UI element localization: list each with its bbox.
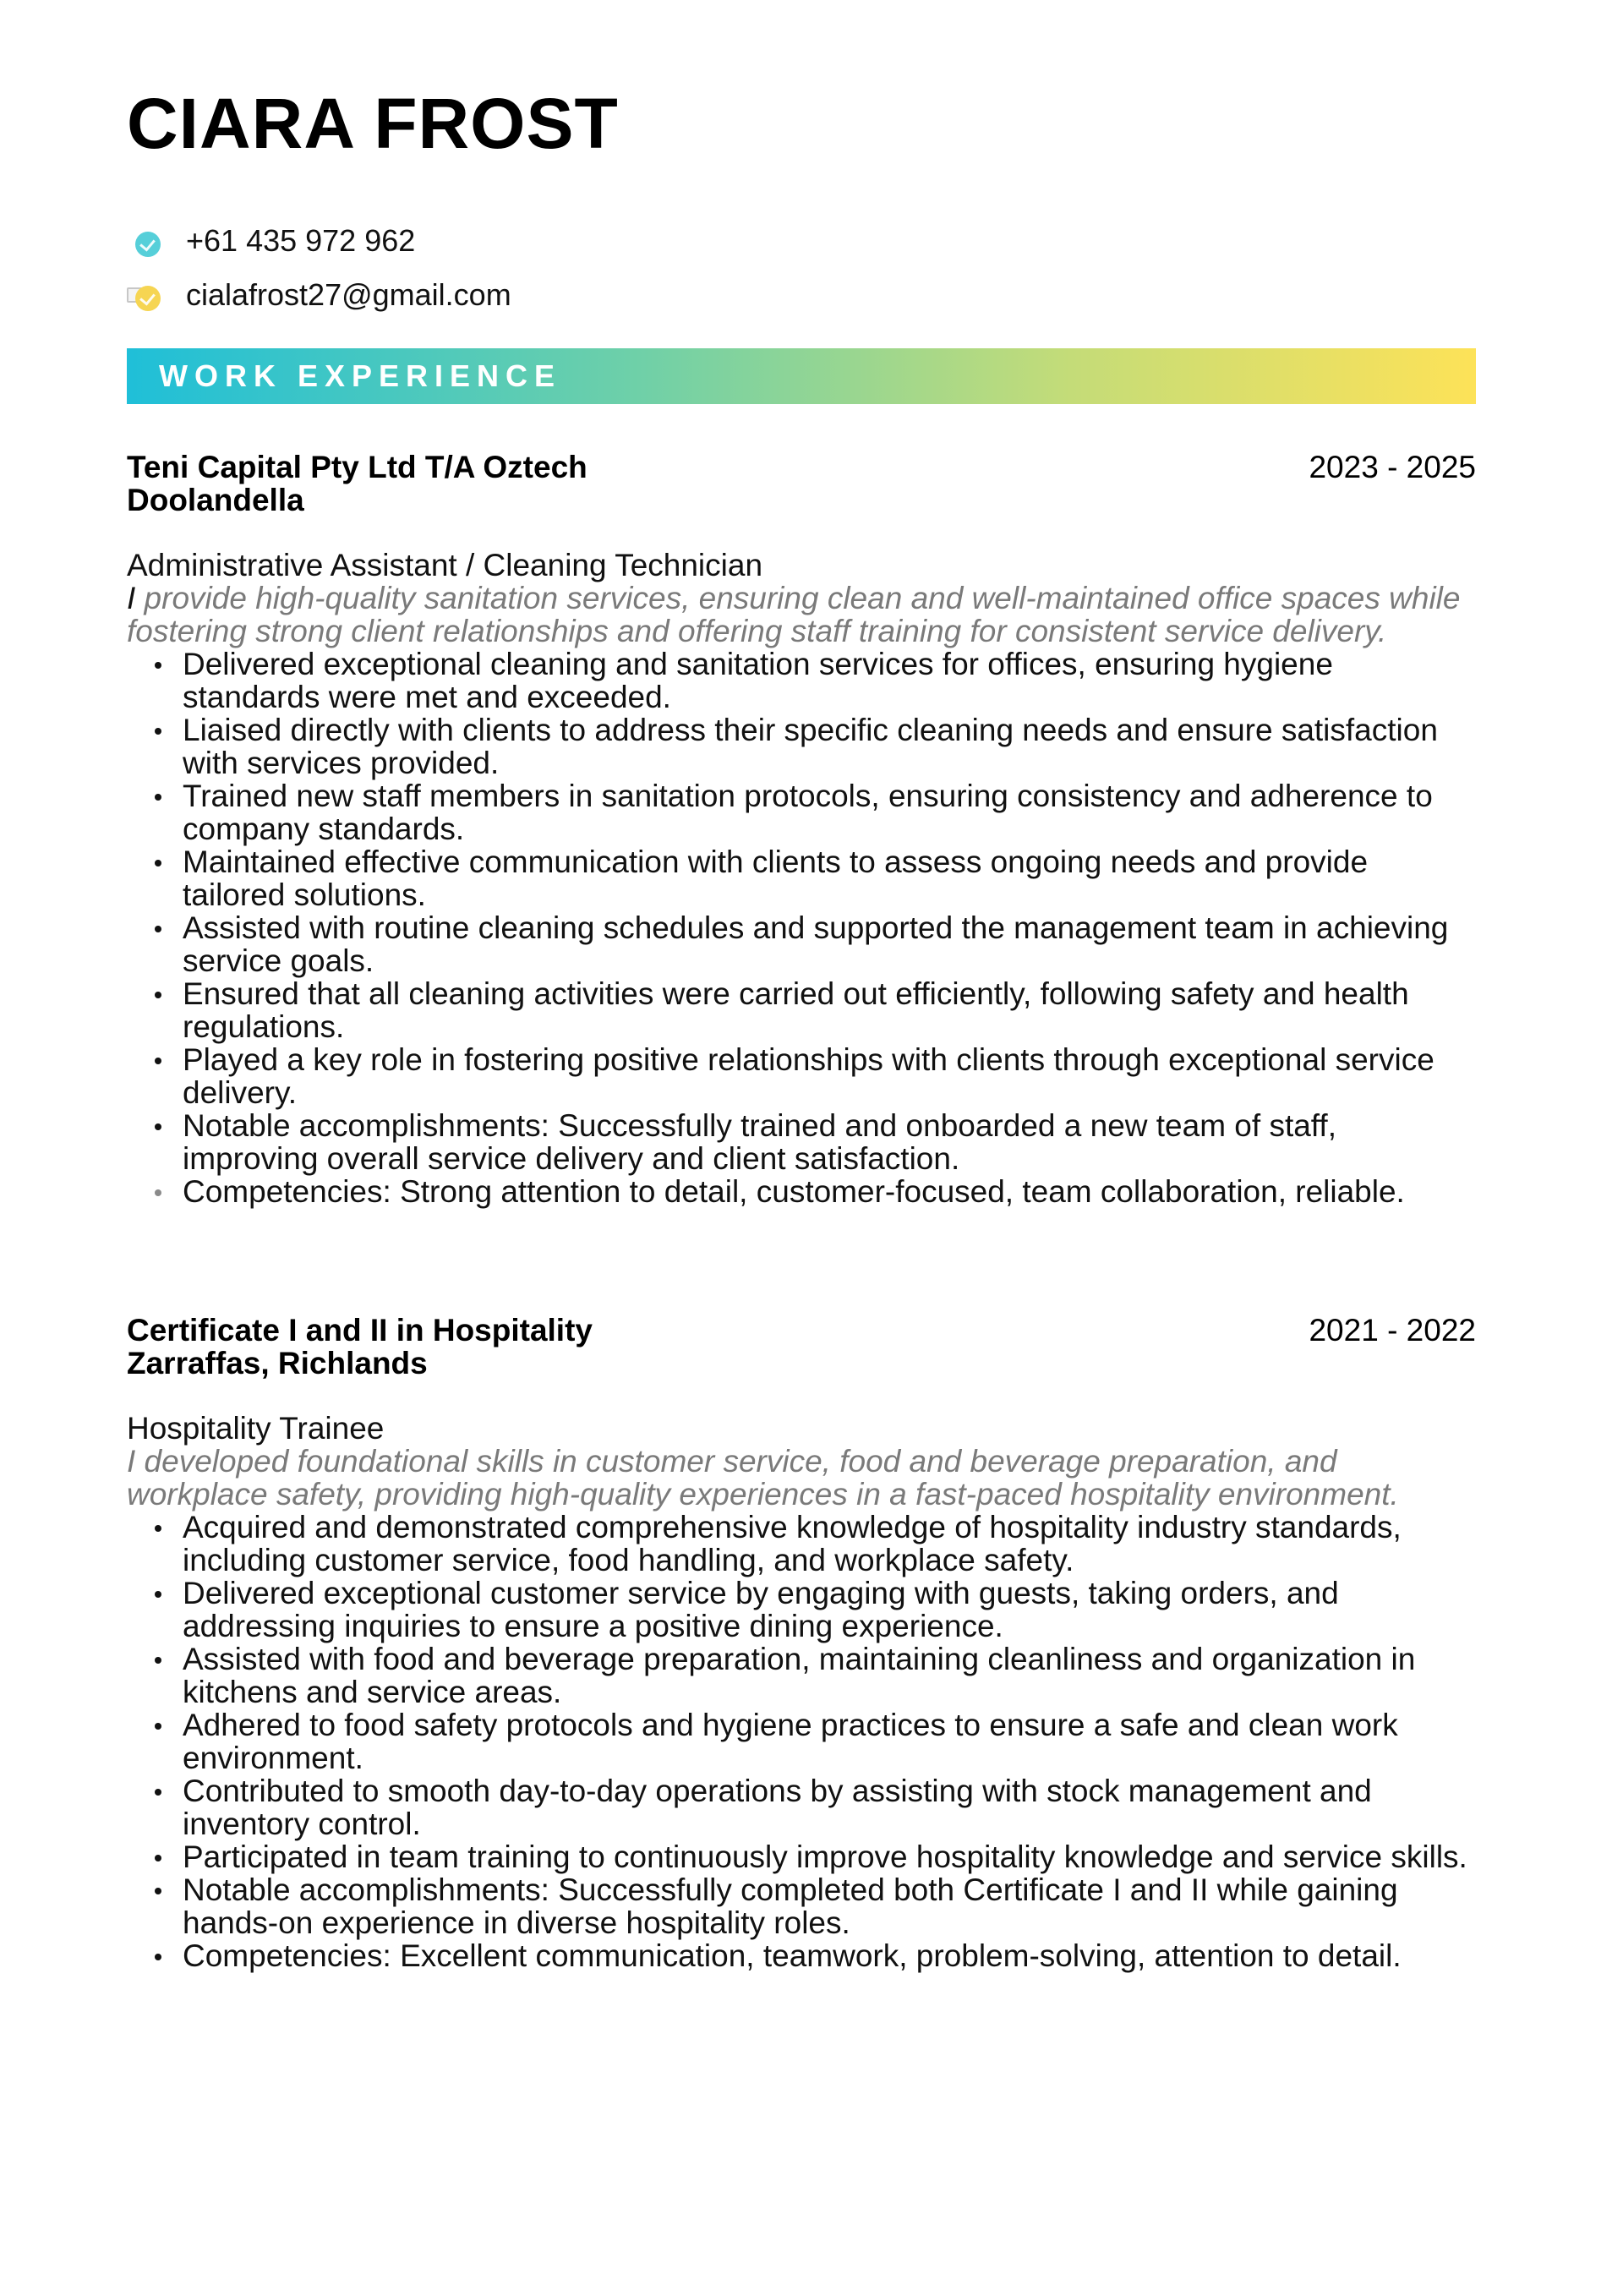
list-item bbox=[127, 1774, 1476, 1840]
bullet-icon bbox=[155, 1723, 161, 1730]
bullet-text: Delivered exceptional customer service by engaging with guests, taking orders, and addressing inquiries to ensure a positive dining experience. bbox=[183, 1576, 1339, 1643]
list-item bbox=[127, 1708, 1476, 1774]
bullet-icon bbox=[155, 1123, 161, 1130]
list-item bbox=[127, 648, 1476, 713]
bullet-icon bbox=[155, 860, 161, 866]
list-item bbox=[127, 1109, 1476, 1175]
bullet-text: Participated in team training to continuously improve hospitality knowledge and service skills. bbox=[183, 1840, 1467, 1874]
bullet-text: Assisted with food and beverage preparation, maintaining cleanliness and organization in kitchens and service areas. bbox=[183, 1642, 1416, 1709]
list-item bbox=[127, 1939, 1476, 1972]
job-summary-text: provide high-quality sanitation services, ensuring clean and well-maintained office spaces while fostering strong client relationships and offering staff training for consistent service delivery. bbox=[127, 581, 1461, 648]
bullet-icon bbox=[155, 926, 161, 932]
job-summary: I developed foundational skills in customer service, food and beverage preparation, and workplace safety, providing high-quality experiences in a fast-paced hospitality environment. bbox=[127, 1444, 1399, 1512]
job-role: Administrative Assistant / Cleaning Technician bbox=[127, 548, 763, 582]
bullet-text: Contributed to smooth day-to-day operations by assisting with stock management and inventory control. bbox=[183, 1774, 1372, 1841]
phone-number: +61 435 972 962 bbox=[186, 223, 416, 258]
list-item bbox=[127, 1511, 1476, 1577]
company-name: Teni Capital Pty Ltd T/A Oztech bbox=[127, 450, 587, 484]
bullet-icon bbox=[155, 1789, 161, 1796]
bullet-text: Ensured that all cleaning activities were carried out efficiently, following safety and health regulations. bbox=[183, 976, 1409, 1044]
bullet-text: Competencies: Strong attention to detail, customer-focused, team collaboration, reliable. bbox=[183, 1174, 1405, 1209]
bullet-icon bbox=[155, 1058, 161, 1064]
job-location: Doolandella bbox=[127, 483, 304, 517]
work-experience-section-bar bbox=[127, 348, 1476, 404]
bullet-icon bbox=[155, 794, 161, 801]
bullet-icon bbox=[155, 1855, 161, 1861]
bullet-text: Competencies: Excellent communication, teamwork, problem-solving, attention to detail. bbox=[183, 1938, 1402, 1973]
company-name: Certificate I and II in Hospitality bbox=[127, 1313, 593, 1348]
job-entry-1 bbox=[127, 451, 1476, 1208]
bullet-icon bbox=[155, 1591, 161, 1598]
list-item bbox=[127, 779, 1476, 845]
list-item bbox=[127, 1840, 1476, 1873]
bullet-text: Notable accomplishments: Successfully trained and onboarded a new team of staff, improving overall service delivery and client satisfaction. bbox=[183, 1108, 1336, 1176]
list-item bbox=[127, 845, 1476, 911]
list-item bbox=[127, 1577, 1476, 1643]
phone-check-icon bbox=[127, 220, 169, 262]
bullet-icon bbox=[155, 1888, 161, 1894]
bullet-text: Maintained effective communication with clients to assess ongoing needs and provide tailored solutions. bbox=[183, 845, 1369, 912]
list-item bbox=[127, 1873, 1476, 1939]
bullet-text: Trained new staff members in sanitation protocols, ensuring consistency and adherence to company standards. bbox=[183, 779, 1433, 846]
job-header bbox=[127, 451, 1476, 518]
bullet-icon bbox=[155, 1189, 161, 1196]
bullet-text: Notable accomplishments: Successfully completed both Certificate I and II while gaining hands-on experience in diverse hospitality roles. bbox=[183, 1872, 1398, 1940]
bullet-icon bbox=[155, 728, 161, 735]
job-bullets bbox=[127, 1511, 1476, 1972]
list-item bbox=[127, 977, 1476, 1043]
candidate-name: CIARA FROST bbox=[127, 84, 619, 163]
bullet-icon bbox=[155, 1525, 161, 1532]
bullet-text: Acquired and demonstrated comprehensive knowledge of hospitality industry standards, including customer service, food handling, and workplace safety. bbox=[183, 1510, 1402, 1577]
bullet-text: Liaised directly with clients to address their specific cleaning needs and ensure satisfaction with services provided. bbox=[183, 713, 1438, 780]
bullet-icon bbox=[155, 992, 161, 998]
job-summary bbox=[127, 582, 1476, 648]
job-dates: 2021 - 2022 bbox=[1309, 1313, 1476, 1348]
envelope-check-icon bbox=[127, 274, 169, 316]
job-bullets bbox=[127, 648, 1476, 1208]
bullet-icon bbox=[155, 662, 161, 669]
bullet-text: Assisted with routine cleaning schedules and supported the management team in achieving service goals. bbox=[183, 910, 1449, 978]
bullet-text: Delivered exceptional cleaning and sanitation services for offices, ensuring hygiene standards were met and exceeded. bbox=[183, 647, 1333, 714]
phone-contact bbox=[127, 220, 415, 262]
job-summary-lead: I bbox=[127, 581, 136, 615]
list-item bbox=[127, 911, 1476, 977]
list-item bbox=[127, 713, 1476, 779]
job-entry-2 bbox=[127, 1314, 1476, 1972]
section-title: WORK EXPERIENCE bbox=[159, 358, 562, 393]
job-location: Zarraffas, Richlands bbox=[127, 1346, 428, 1380]
email-contact bbox=[127, 274, 511, 316]
job-header bbox=[127, 1314, 1476, 1381]
list-item bbox=[127, 1175, 1476, 1208]
email-address: cialafrost27@gmail.com bbox=[186, 277, 511, 312]
bullet-icon bbox=[155, 1954, 161, 1960]
bullet-icon bbox=[155, 1657, 161, 1664]
job-dates: 2023 - 2025 bbox=[1309, 450, 1476, 484]
bullet-text: Adhered to food safety protocols and hygiene practices to ensure a safe and clean work environment. bbox=[183, 1708, 1398, 1775]
list-item bbox=[127, 1643, 1476, 1708]
bullet-text: Played a key role in fostering positive relationships with clients through exceptional service delivery. bbox=[183, 1042, 1434, 1110]
job-role: Hospitality Trainee bbox=[127, 1411, 385, 1446]
list-item bbox=[127, 1043, 1476, 1109]
